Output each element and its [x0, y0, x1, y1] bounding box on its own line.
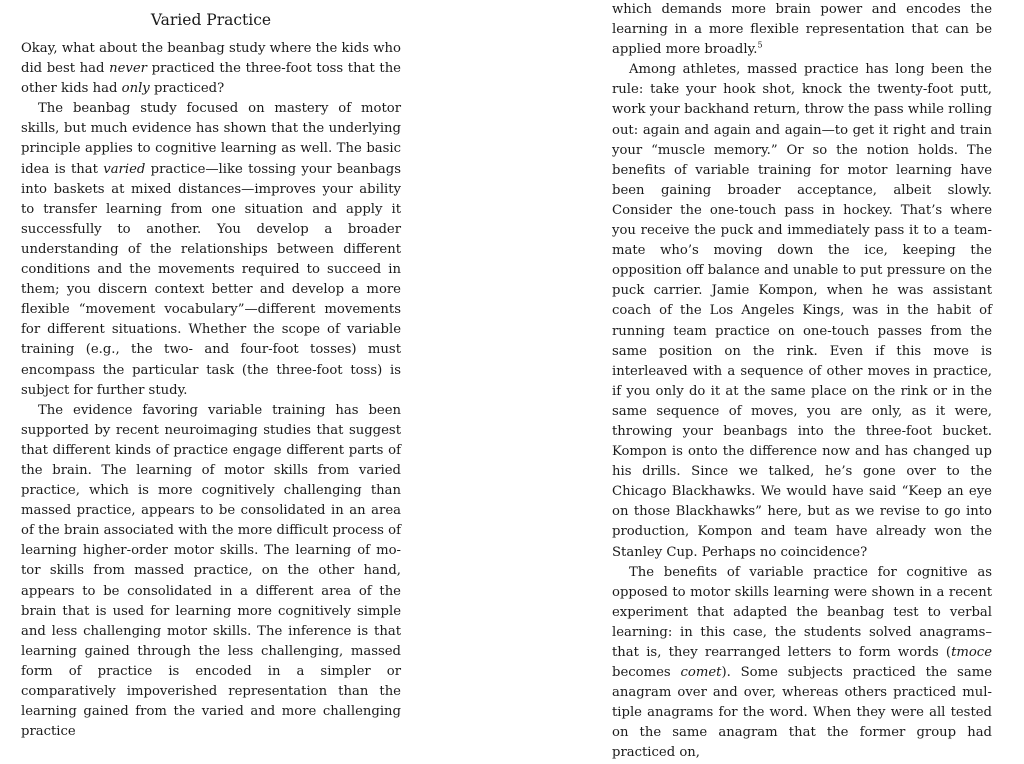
p1-text-a: Okay, what about the beanbag study where the kids who did best had — [21, 41, 401, 77]
continued-text: which demands more brain power and encodes the learning in a more flexible representation that can be applied more broadly. — [612, 2, 992, 58]
p2-text-b: practice—like tossing your beanbags into baskets at mixed distances—improves your ability to transfer learning from one situation and apply it successfully to another. You develop a broader understanding of the relationships between different conditions and the movements required to succeed in them; you discern context better and develop a more flexible “movement vocabulary”—different movements for different situations. Whether the scope of variable training (e.g., the two- and four-foot tosses) must encompass the particular task (the three-foot toss) is subject for further study. — [21, 161, 401, 398]
p1-emphasis-never: never — [109, 61, 147, 77]
section-heading: Varied Practice — [150, 11, 272, 29]
p3-emphasis-comet: comet — [680, 665, 722, 681]
p1-text-b: practiced the three-foot toss that the other kids had — [21, 61, 401, 97]
p3-text-a: The benefits of variable practice for cognitive as opposed to motor skills learning were shown in a recent experiment that adapted the beanbag test to verbal learning: in this case, the students solved anagrams–that is, they rearranged letters to form words ( — [612, 564, 992, 660]
p2-text-a: The beanbag study focused on mastery of motor skills, but much evidence has shown that the underlying principle applies to cognitive learning as well. The basic idea is that — [21, 101, 401, 177]
footnote-marker: 5 — [757, 40, 763, 50]
paragraph-1 — [21, 39, 401, 99]
p3-text-c: ). Some subjects practiced the same anagram over and over, whereas others practiced multiple anagrams for the word. When they were all tested on the same anagram that the former group had practiced on, — [612, 665, 993, 761]
p3-emphasis-tmoce: tmoce — [951, 645, 992, 660]
paragraph-2 — [21, 99, 401, 400]
paragraph-3: The evidence favoring variable training has been supported by recent neuroimaging studies that suggest that different kinds of practice engage different parts of the brain. The learning of motor skills from varied practice, which is more cognitively challenging than massed practice, appears to be consolidated in an area of the brain associated with the more difficult process of learning higher-order motor skills. The learning of motor skills from massed practice, on the other hand, appears to be consolidated in a different area of the brain that is used for learning more cognitively simple and less challenging motor skills. The inference is that learning gained through the less challenging, massed form of practice is encoded in a simpler or comparatively impoverished representation than the learning gained from the varied and more challenging practice — [21, 402, 401, 740]
right-page — [612, 0, 993, 761]
paragraph-anagrams — [612, 563, 992, 764]
p1-text-c: practiced? — [149, 81, 225, 97]
p1-emphasis-only: only — [121, 81, 150, 97]
p3-text-b: becomes — [612, 665, 681, 681]
paragraph-athletes: Among athletes, massed practice has long been the rule: take your hook shot, knock the twenty-foot putt, work your backhand return, throw the pass while rolling out: again and again and again—to get it right and train your “muscle memory.” Or so the notion holds. The benefits of variable training for motor learning have been gaining broader acceptance, albeit slowly. Consider the one-touch pass in hockey. That’s where you receive the puck and immediately pass it to a teammate who’s moving down the ice, keeping the opposition off balance and unable to put pressure on the puck carrier. Jamie Kompon, when he was assistant coach of the Los Angeles Kings, was in the habit of running team practice on one-touch passes from the same position on the rink. Even if this move is interleaved with a sequence of other moves in practice, if you only do it at the same place on the rink or in the same sequence of moves, you are only, as it were, throwing your beanbags into the three-foot bucket. Kompon is onto the difference now and has changed up his drills. Since we talked, he’s gone over to the Chicago Blackhawks. We would have said “Keep an eye on those Blackhawks” here, but as we revise to go into production, Kompon and team have already won the Stanley Cup. Perhaps no coincidence? — [612, 62, 992, 560]
p2-emphasis-varied: varied — [103, 161, 146, 177]
paragraph-continued — [612, 0, 992, 60]
left-page — [21, 0, 401, 740]
